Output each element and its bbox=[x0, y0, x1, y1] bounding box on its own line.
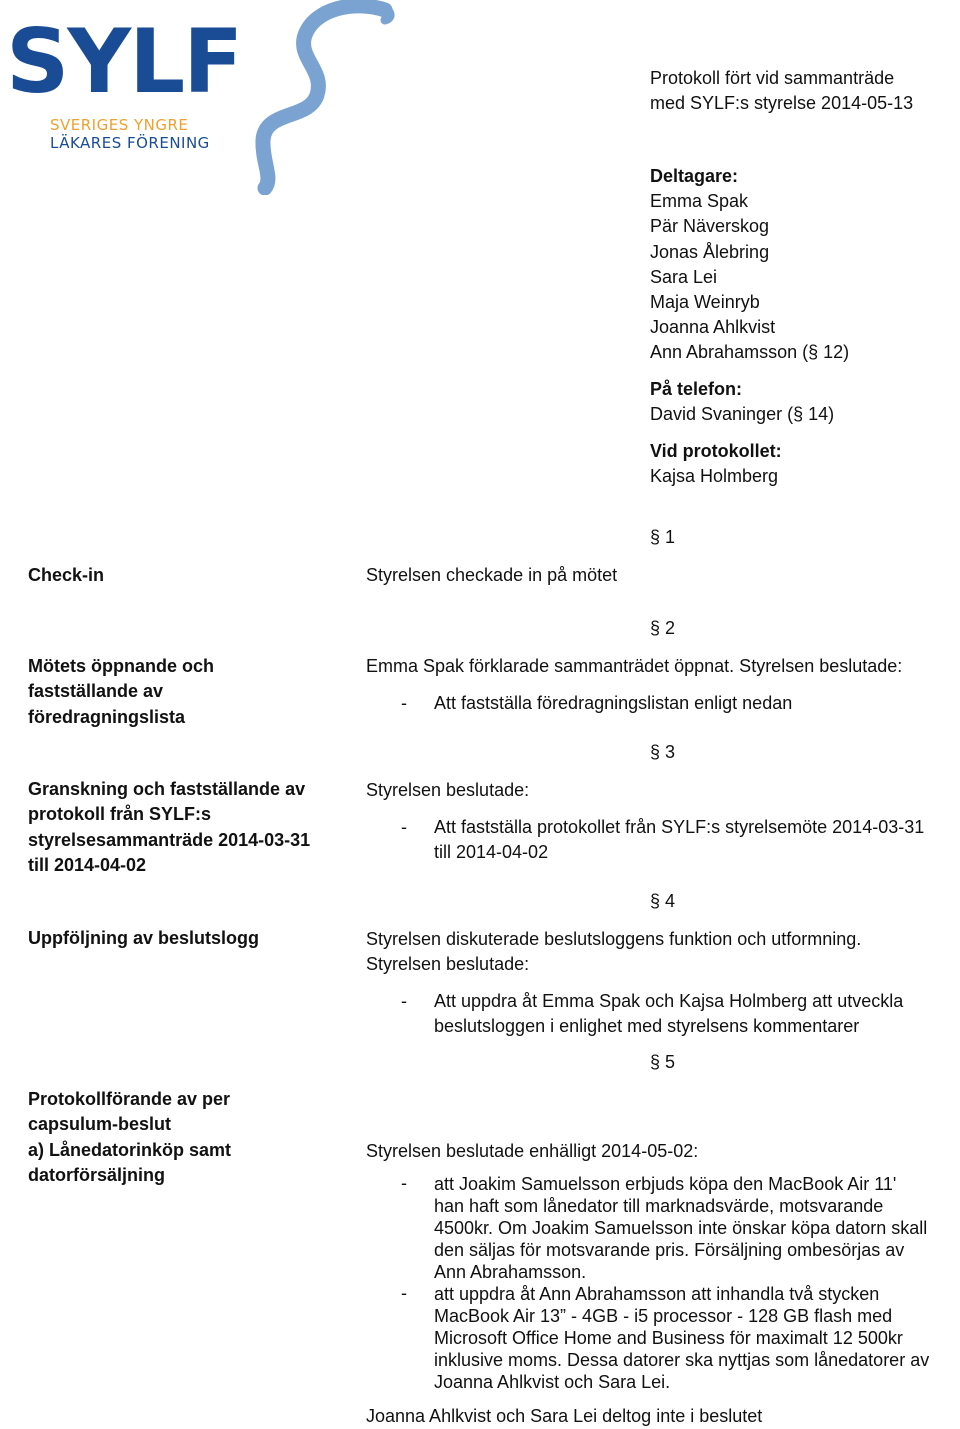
section-body: Styrelsen diskuterade beslutsloggens funktion och utformning. Styrelsen beslutade: bbox=[366, 929, 862, 975]
list-item: - att Joakim Samuelsson erbjuds köpa den MacBook Air 11' han haft som lånedator till marknadsvärde, motsvarande 4500kr. Om Joakim Samuelsson inte önskar köpa datorn skall den säljas för motsvarande pris. Försäljning ombesörjas av Ann Abrahamsson. bbox=[401, 1173, 928, 1282]
participant-name: Jonas Ålebring bbox=[650, 241, 770, 262]
list-item: - att uppdra åt Ann Abrahamsson att inhandla två stycken MacBook Air 13” - 4GB - i5 processor - 128 GB flash med Microsoft Office Home and Business för maximalt 12 500kr inklusive moms. Dessa datorer ska nyttjas som lånedatorer av Joanna Ahlkvist och Sara Lei. bbox=[401, 1283, 930, 1392]
section-number: § 1 bbox=[650, 527, 676, 547]
participant-name: Ann Abrahamsson (§ 12) bbox=[650, 342, 850, 363]
section-number: § 4 bbox=[650, 891, 676, 911]
participants-block bbox=[650, 164, 849, 366]
logo-line1: SVERIGES YNGRE bbox=[50, 116, 189, 134]
bullet-dash: - bbox=[401, 1173, 407, 1193]
document-header bbox=[650, 66, 913, 116]
section-title: Granskning och fastställande av protokoll från SYLF:s styrelsesammanträde 2014-03-31 till 2014-04-02 bbox=[28, 779, 311, 876]
participant-name: Sara Lei bbox=[650, 266, 718, 287]
list-item: - Att fastställa föredragningslistan enligt nedan bbox=[434, 691, 792, 716]
participants-label: Deltagare: bbox=[650, 166, 739, 186]
phone-label: På telefon: bbox=[650, 379, 743, 399]
section-body: Styrelsen checkade in på mötet bbox=[366, 565, 618, 585]
section-body: Styrelsen beslutade enhälligt 2014-05-02: bbox=[366, 1141, 699, 1161]
section-footer: Joanna Ahlkvist och Sara Lei deltog inte i beslutet bbox=[366, 1406, 763, 1426]
list-item: - Att uppdra åt Emma Spak och Kajsa Holmberg att utveckla beslutsloggen i enlighet med styrelsens kommentarer bbox=[401, 991, 904, 1037]
minutes-name: Kajsa Holmberg bbox=[650, 466, 779, 487]
header-line1: Protokoll fört vid sammanträde bbox=[650, 68, 895, 88]
header-line2: med SYLF:s styrelse 2014-05-13 bbox=[650, 93, 914, 113]
section-number: § 5 bbox=[650, 1052, 676, 1072]
bullet-dash: - bbox=[401, 1283, 407, 1303]
section-title: Check-in bbox=[28, 565, 105, 585]
participant-name: Joanna Ahlkvist bbox=[650, 317, 776, 338]
bullet-dash: - bbox=[401, 991, 407, 1011]
bullet-dash: - bbox=[401, 817, 407, 837]
section-number: § 2 bbox=[650, 618, 676, 638]
list-item: - Att fastställa protokollet från SYLF:s styrelsemöte 2014-03-31 till 2014-04-02 bbox=[401, 817, 925, 863]
section-title: Mötets öppnande och fastställande av föredragningslista bbox=[28, 656, 214, 727]
section-body: Emma Spak förklarade sammanträdet öppnat. Styrelsen beslutade: bbox=[366, 656, 903, 676]
phone-participants bbox=[650, 377, 834, 427]
section-body: Styrelsen beslutade: bbox=[366, 780, 530, 800]
minutes-taker bbox=[650, 439, 782, 489]
logo-brand: SYLF bbox=[6, 10, 242, 113]
section-title: Uppföljning av beslutslogg bbox=[28, 928, 259, 948]
participant-name: Emma Spak bbox=[650, 191, 749, 212]
participant-name: Maja Weinryb bbox=[650, 292, 760, 313]
bullet-dash: - bbox=[401, 693, 407, 713]
sylf-logo bbox=[0, 0, 400, 195]
logo-line2: LÄKARES FÖRENING bbox=[50, 134, 210, 152]
section-title: Protokollförande av per capsulum-beslut a) Lånedatorinköp samt datorförsäljning bbox=[28, 1089, 232, 1186]
participant-name: Pär Näverskog bbox=[650, 216, 770, 237]
section-number: § 3 bbox=[650, 742, 676, 762]
phone-name: David Svaninger (§ 14) bbox=[650, 404, 835, 425]
minutes-label: Vid protokollet: bbox=[650, 441, 782, 461]
